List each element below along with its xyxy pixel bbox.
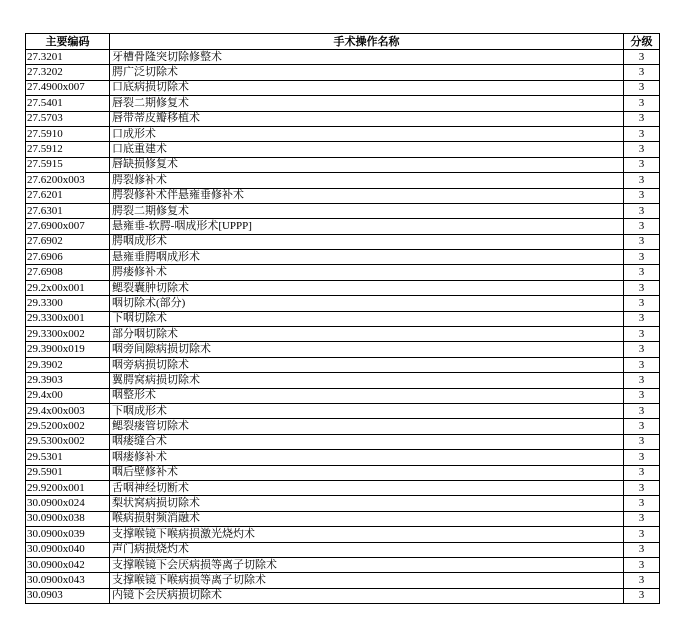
cell-grade: 3: [624, 496, 660, 511]
table-row: [26, 342, 660, 357]
cell-name: 悬雍垂腭咽成形术: [110, 250, 624, 265]
cell-grade: 3: [624, 588, 660, 603]
cell-grade: 3: [624, 96, 660, 111]
cell-code: 29.5200x002: [26, 419, 110, 434]
cell-code: 29.5301: [26, 450, 110, 465]
cell-code: 27.6906: [26, 250, 110, 265]
cell-grade: 3: [624, 342, 660, 357]
cell-code: 29.4x00: [26, 388, 110, 403]
cell-name: 腭裂修补术: [110, 173, 624, 188]
cell-grade: 3: [624, 50, 660, 65]
table-row: [26, 96, 660, 111]
cell-code: 30.0900x038: [26, 511, 110, 526]
table-row: [26, 126, 660, 141]
cell-code: 27.5910: [26, 126, 110, 141]
cell-name: 口底病损切除术: [110, 80, 624, 95]
cell-grade: 3: [624, 511, 660, 526]
table-body: [26, 50, 660, 604]
table-row: [26, 219, 660, 234]
cell-name: 支撑喉镜下会厌病损等离子切除术: [110, 557, 624, 572]
cell-name: 腭咽成形术: [110, 234, 624, 249]
table-row: [26, 250, 660, 265]
cell-code: 29.3900x019: [26, 342, 110, 357]
cell-name: 腭广泛切除术: [110, 65, 624, 80]
cell-grade: 3: [624, 111, 660, 126]
cell-code: 29.3902: [26, 357, 110, 372]
table-row: [26, 588, 660, 603]
cell-grade: 3: [624, 557, 660, 572]
cell-name: 咽旁间隙病损切除术: [110, 342, 624, 357]
cell-name: 唇缺损修复术: [110, 157, 624, 172]
cell-name: 咽切除术(部分): [110, 296, 624, 311]
cell-grade: 3: [624, 388, 660, 403]
table-row: [26, 311, 660, 326]
table-row: [26, 373, 660, 388]
table-row: [26, 234, 660, 249]
cell-grade: 3: [624, 357, 660, 372]
table-row: [26, 80, 660, 95]
cell-code: 30.0900x024: [26, 496, 110, 511]
cell-grade: 3: [624, 573, 660, 588]
cell-grade: 3: [624, 80, 660, 95]
cell-code: 29.3903: [26, 373, 110, 388]
cell-code: 30.0900x042: [26, 557, 110, 572]
cell-name: 唇裂二期修复术: [110, 96, 624, 111]
cell-grade: 3: [624, 250, 660, 265]
table-row: [26, 173, 660, 188]
header-name: 手术操作名称: [110, 34, 624, 50]
cell-name: 部分咽切除术: [110, 327, 624, 342]
cell-grade: 3: [624, 373, 660, 388]
cell-code: 29.2x00x001: [26, 280, 110, 295]
cell-code: 27.5912: [26, 142, 110, 157]
table-row: [26, 419, 660, 434]
cell-code: 30.0900x040: [26, 542, 110, 557]
cell-code: 27.4900x007: [26, 80, 110, 95]
cell-grade: 3: [624, 465, 660, 480]
cell-name: 腭瘘修补术: [110, 265, 624, 280]
cell-code: 30.0903: [26, 588, 110, 603]
cell-code: 29.3300: [26, 296, 110, 311]
table-row: [26, 327, 660, 342]
table-row: [26, 557, 660, 572]
table-row: [26, 388, 660, 403]
cell-grade: 3: [624, 219, 660, 234]
cell-code: 27.5703: [26, 111, 110, 126]
header-grade: 分级: [624, 34, 660, 50]
cell-name: 喉病损射频消融术: [110, 511, 624, 526]
cell-name: 唇带蒂皮瓣移植术: [110, 111, 624, 126]
table-row: [26, 465, 660, 480]
cell-code: 30.0900x043: [26, 573, 110, 588]
cell-grade: 3: [624, 188, 660, 203]
procedure-table-container: [25, 33, 660, 604]
table-row: [26, 450, 660, 465]
table-row: [26, 50, 660, 65]
cell-name: 声门病损烧灼术: [110, 542, 624, 557]
table-header-row: [26, 34, 660, 50]
cell-code: 29.9200x001: [26, 480, 110, 495]
table-row: [26, 434, 660, 449]
cell-name: 支撑喉镜下喉病损激光烧灼术: [110, 527, 624, 542]
table-row: [26, 265, 660, 280]
cell-name: 下咽成形术: [110, 403, 624, 418]
cell-code: 27.6201: [26, 188, 110, 203]
cell-code: 27.5401: [26, 96, 110, 111]
table-row: [26, 403, 660, 418]
table-row: [26, 111, 660, 126]
table-row: [26, 496, 660, 511]
procedure-table: [25, 33, 660, 604]
table-row: [26, 157, 660, 172]
cell-grade: 3: [624, 173, 660, 188]
table-row: [26, 527, 660, 542]
cell-name: 咽瘘修补术: [110, 450, 624, 465]
cell-name: 腭裂修补术伴悬雍垂修补术: [110, 188, 624, 203]
cell-code: 27.6902: [26, 234, 110, 249]
cell-code: 27.6200x003: [26, 173, 110, 188]
cell-code: 29.3300x001: [26, 311, 110, 326]
cell-grade: 3: [624, 203, 660, 218]
cell-name: 腭裂二期修复术: [110, 203, 624, 218]
cell-code: 27.6301: [26, 203, 110, 218]
table-row: [26, 511, 660, 526]
cell-name: 咽瘘缝合术: [110, 434, 624, 449]
table-row: [26, 296, 660, 311]
table-row: [26, 142, 660, 157]
cell-code: 29.5300x002: [26, 434, 110, 449]
cell-code: 29.4x00x003: [26, 403, 110, 418]
table-row: [26, 542, 660, 557]
cell-code: 27.6900x007: [26, 219, 110, 234]
cell-grade: 3: [624, 142, 660, 157]
cell-grade: 3: [624, 450, 660, 465]
table-row: [26, 203, 660, 218]
cell-code: 27.3202: [26, 65, 110, 80]
cell-name: 咽后壁修补术: [110, 465, 624, 480]
cell-name: 内镜下会厌病损切除术: [110, 588, 624, 603]
cell-grade: 3: [624, 480, 660, 495]
cell-grade: 3: [624, 296, 660, 311]
cell-grade: 3: [624, 126, 660, 141]
cell-code: 29.3300x002: [26, 327, 110, 342]
cell-name: 牙槽骨隆突切除修整术: [110, 50, 624, 65]
cell-grade: 3: [624, 403, 660, 418]
cell-grade: 3: [624, 234, 660, 249]
header-code: 主要编码: [26, 34, 110, 50]
cell-grade: 3: [624, 419, 660, 434]
cell-name: 鳃裂瘘管切除术: [110, 419, 624, 434]
cell-name: 悬雍垂-软腭-咽成形术[UPPP]: [110, 219, 624, 234]
cell-name: 下咽切除术: [110, 311, 624, 326]
cell-grade: 3: [624, 542, 660, 557]
cell-grade: 3: [624, 265, 660, 280]
cell-grade: 3: [624, 157, 660, 172]
cell-name: 支撑喉镜下喉病损等离子切除术: [110, 573, 624, 588]
cell-grade: 3: [624, 65, 660, 80]
table-row: [26, 65, 660, 80]
cell-name: 鳃裂囊肿切除术: [110, 280, 624, 295]
cell-code: 27.3201: [26, 50, 110, 65]
cell-name: 口底重建术: [110, 142, 624, 157]
table-row: [26, 573, 660, 588]
table-row: [26, 357, 660, 372]
cell-name: 咽旁病损切除术: [110, 357, 624, 372]
table-row: [26, 188, 660, 203]
cell-code: 30.0900x039: [26, 527, 110, 542]
cell-grade: 3: [624, 311, 660, 326]
cell-grade: 3: [624, 327, 660, 342]
cell-code: 29.5901: [26, 465, 110, 480]
cell-grade: 3: [624, 280, 660, 295]
cell-name: 梨状窝病损切除术: [110, 496, 624, 511]
cell-grade: 3: [624, 527, 660, 542]
cell-name: 舌咽神经切断术: [110, 480, 624, 495]
cell-name: 口成形术: [110, 126, 624, 141]
table-row: [26, 280, 660, 295]
cell-grade: 3: [624, 434, 660, 449]
cell-code: 27.6908: [26, 265, 110, 280]
table-row: [26, 480, 660, 495]
cell-name: 咽整形术: [110, 388, 624, 403]
cell-name: 翼腭窝病损切除术: [110, 373, 624, 388]
cell-code: 27.5915: [26, 157, 110, 172]
